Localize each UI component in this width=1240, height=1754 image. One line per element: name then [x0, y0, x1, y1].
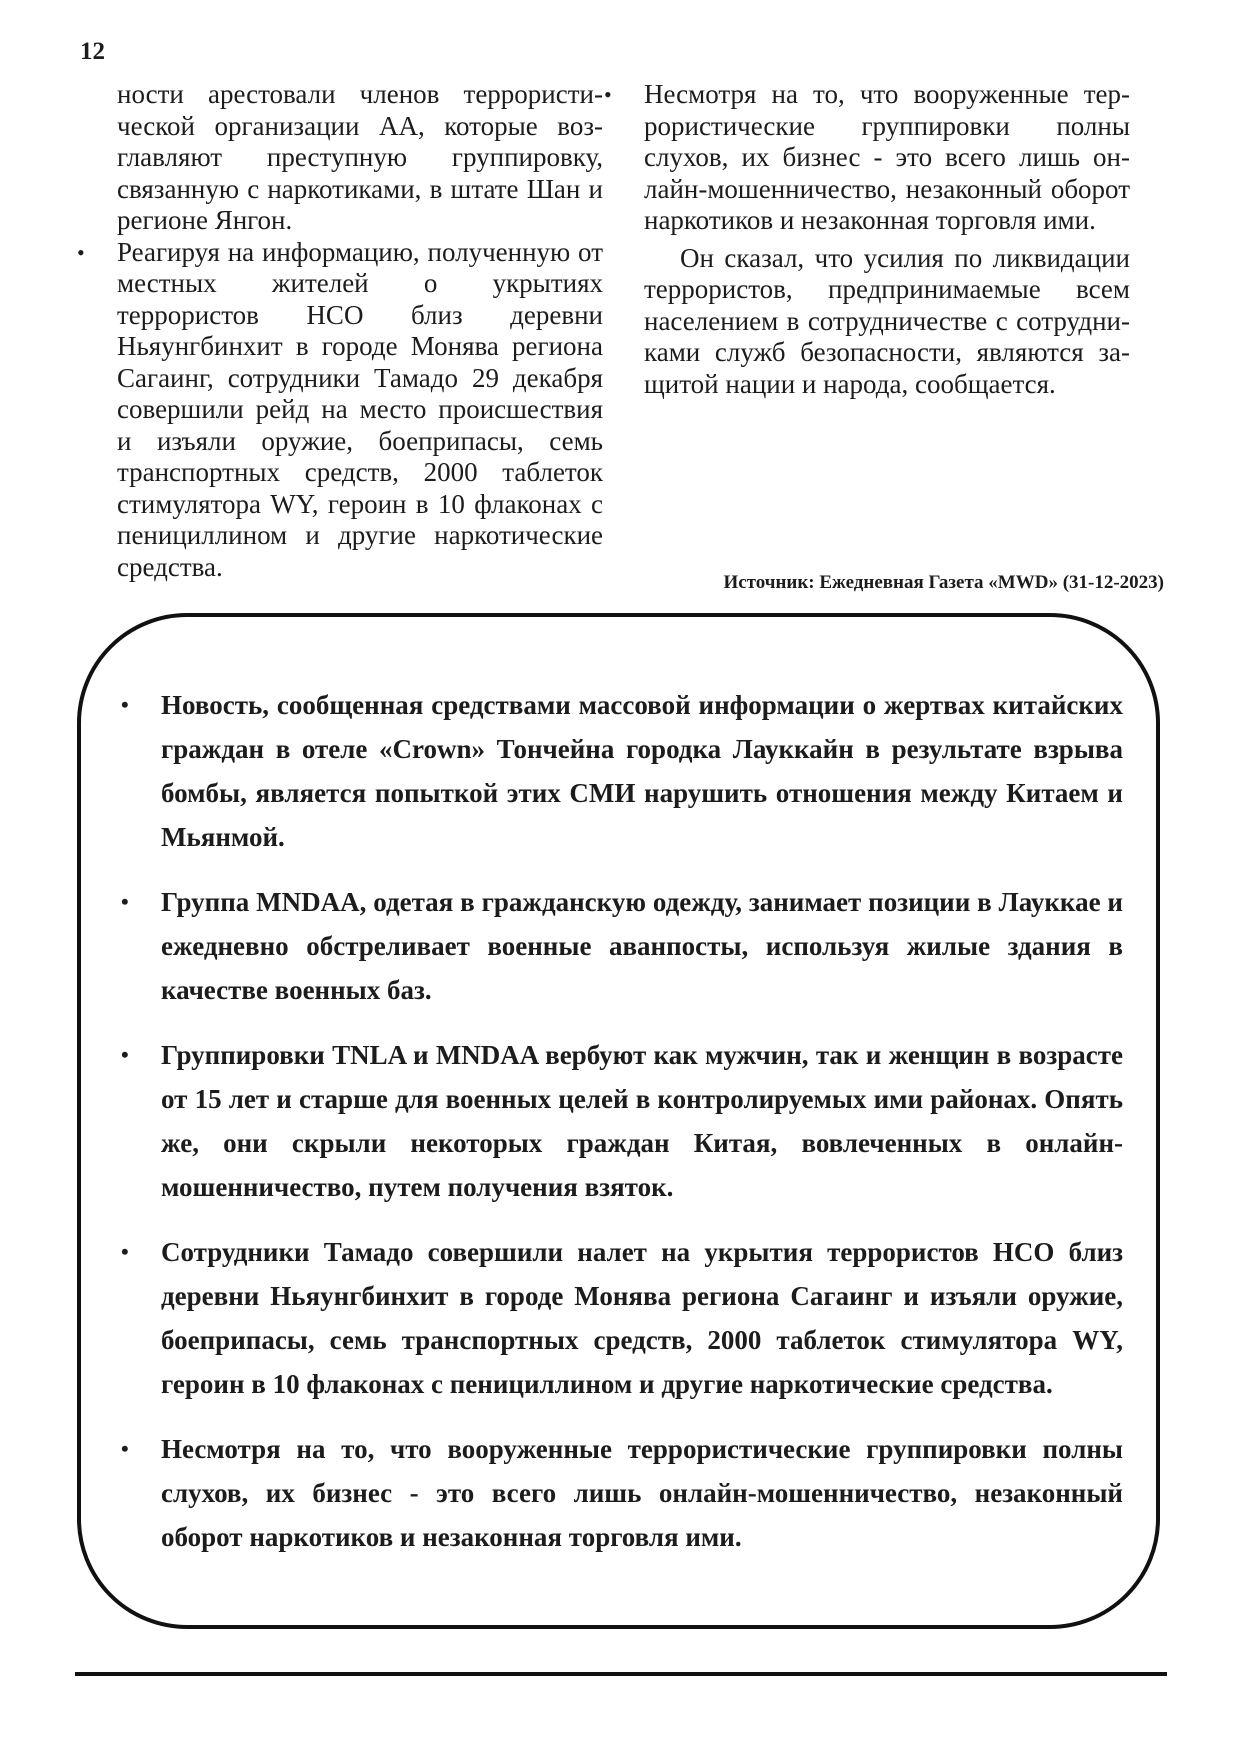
left-column: [77, 79, 603, 589]
bottom-divider: [75, 1672, 1167, 1676]
summary-item: [121, 880, 1123, 1012]
right-column: [604, 79, 1130, 400]
summary-item-text: Группа MNDAA, одетая в гражданскую одежду, занимает позиции в Лауккае и ежедневно обстреливает военные аванпосты, используя жилые здания в качестве военных баз.: [161, 887, 1123, 1005]
summary-item-text: Группировки TNLA и MNDAA вербуют как мужчин, так и женщин в возрасте от 15 лет и старше для военных целей в контролируемых ими районах. Опять же, они скрыли некоторых граждан Китая, вовлеченных в онлайн-мошенничество, путем получения взяток.: [161, 1040, 1123, 1202]
bullet-icon: •: [77, 239, 85, 265]
summary-item: [121, 1427, 1123, 1559]
list-item-text: Несмотря на то, что вооруженные террористические группировки полны слухов, их бизнес - это всего лишь онлайн-мошенничество, незаконный оборот наркотиков и незаконная торговля ими.: [644, 79, 1130, 235]
list-item: [604, 79, 1130, 237]
summary-item-text: Сотрудники Тамадо совершили налет на укрытия террористов НСО близ деревни Ньяунгбинхит в городе Монява региона Сагаинг и изъяли оружие, боеприпасы, семь транспортных средств, 2000 таблеток стимулятора WY, героин в 10 флаконах с пенициллином и другие наркотические средства.: [161, 1237, 1123, 1399]
summary-list: [121, 683, 1123, 1580]
bullet-icon: •: [121, 1239, 129, 1264]
summary-item: [121, 1230, 1123, 1406]
closing-paragraph: Он сказал, что усилия по ликвидации террористов, предпринимаемые всем населением в сотрудничестве с сотрудниками служб безопасности, являются защитой нации и народа, сообщается.: [644, 242, 1130, 399]
bullet-icon: •: [121, 1042, 129, 1067]
page-number: 12: [80, 38, 105, 65]
summary-item: [121, 1033, 1123, 1209]
bullet-icon: •: [604, 82, 612, 107]
bullet-icon: •: [121, 889, 129, 914]
continued-paragraph: ности арестовали членов террористической организации АА, которые возглавляют преступную группировку, связанную с наркотиками, в штате Шан и регионе Янгон.: [117, 79, 603, 235]
list-item: [77, 236, 603, 584]
list-item-text: Реагируя на информацию, полученную от местных жителей о укрытиях террористов НСО близ деревни Ньяунгбинхит в городе Монява региона Сагаинг, сотрудники Тамадо 29 декабря совершили рейд на место происшествия и изъяли оружие, боеприпасы, семь транспортных средств, 2000 таблеток стимулятора WY, героин в 10 флаконах с пенициллином и другие наркотические средства.: [117, 236, 603, 582]
summary-item-text: Новость, сообщенная средствами массовой информации о жертвах китайских граждан в отеле «Crown» Тончейна городка Лауккайн в результате взрыва бомбы, является попыткой этих СМИ нарушить отношения между Китаем и Мьянмой.: [161, 690, 1123, 852]
summary-item: [121, 683, 1123, 859]
summary-item-text: Несмотря на то, что вооруженные террористические группировки полны слухов, их бизнес - это всего лишь онлайн-мошенничество, незаконный оборот наркотиков и незаконная торговля ими.: [161, 1434, 1123, 1552]
bullet-icon: •: [121, 692, 129, 717]
source-citation: Источник: Ежедневная Газета «MWD» (31-12-2023): [723, 572, 1164, 593]
bullet-icon: •: [121, 1436, 129, 1461]
